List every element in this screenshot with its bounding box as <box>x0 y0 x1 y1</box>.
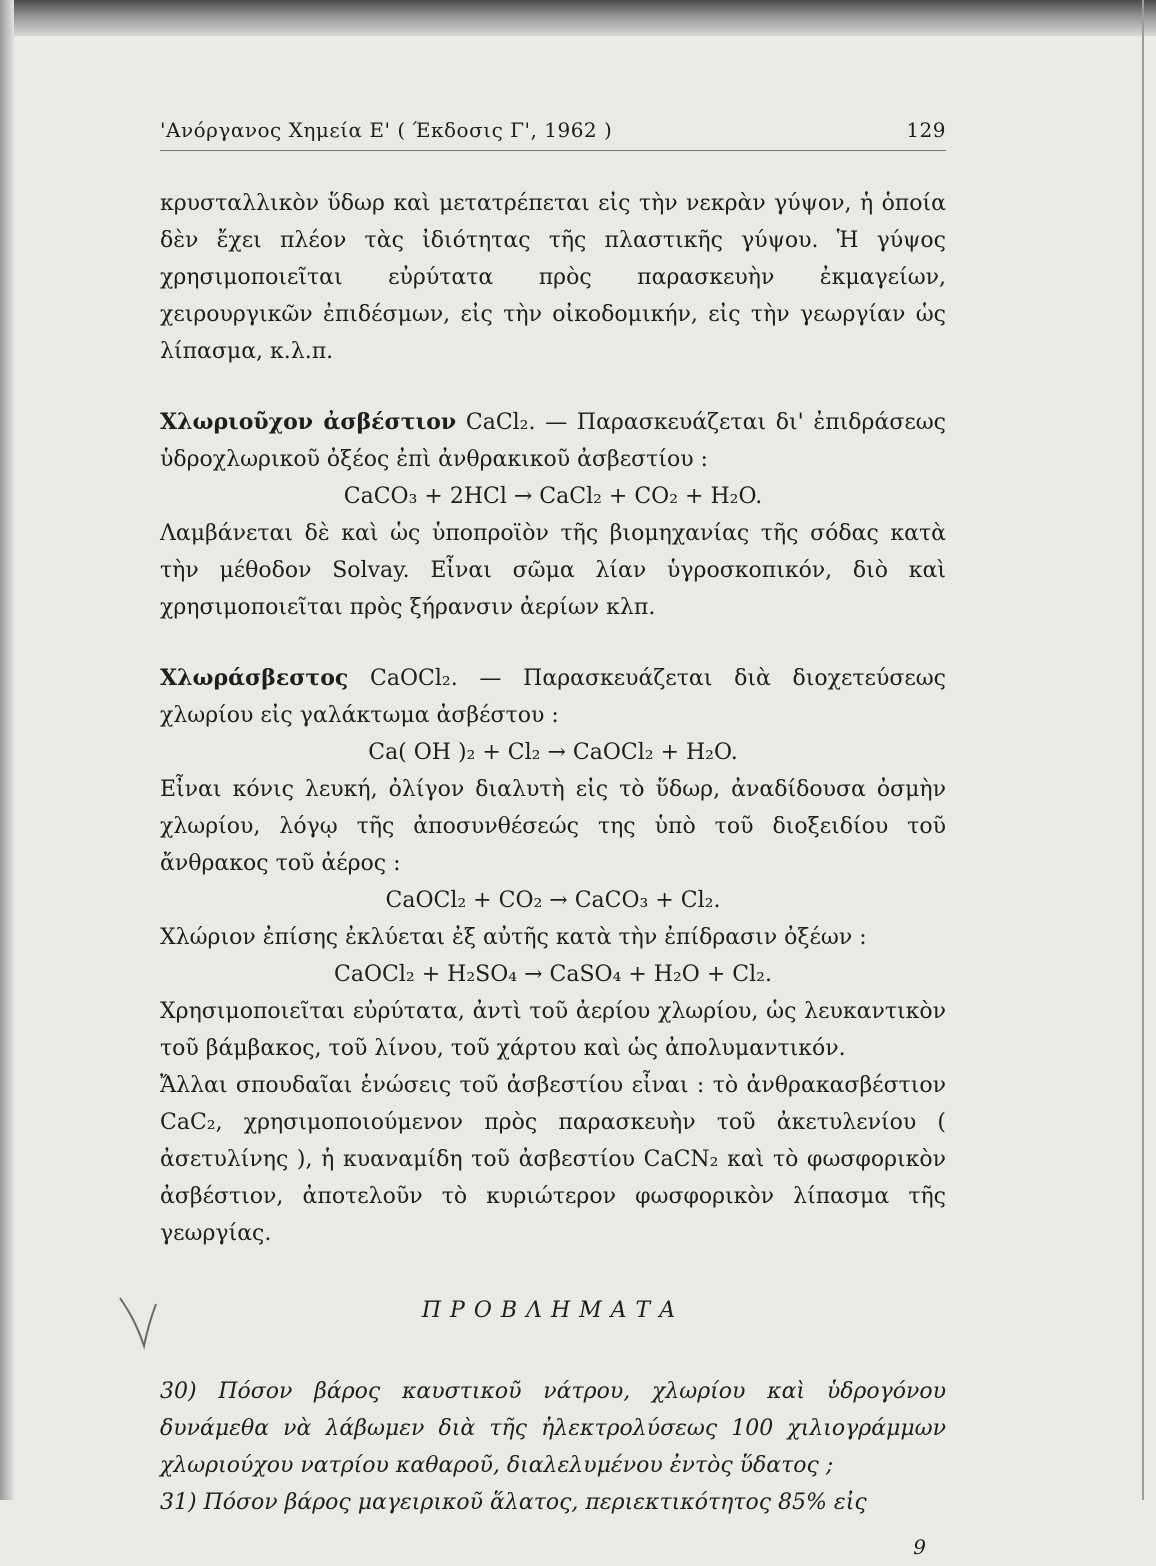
equation-2: Ca( OH )₂ + Cl₂ → CaOCl₂ + H₂O. <box>368 740 738 765</box>
document-page <box>160 118 946 1566</box>
scan-edge-left <box>0 0 14 1500</box>
paragraph-gypsum: κρυσταλλικὸν ὕδωρ καὶ μετατρέπεται εἰς τὴν νεκρὰν γύψον, ἡ ὁποία δὲν ἔχει πλέον τὰς ἰδιότητας τῆς πλαστικῆς γύψου. Ἡ γύψος χρησιμοποιεῖται εὐρύτατα πρὸς παρασκευὴν ἐκμαγείων, χειρουργικῶν ἐπιδέσμων, εἰς τὴν οἰκοδομικήν, εἰς τὴν γεωργίαν ὡς λίπασμα, κ.λ.π. <box>160 191 946 364</box>
paragraph-properties: Εἶναι κόνις λευκή, ὀλίγον διαλυτὴ εἰς τὸ ὕδωρ, ἀναδίδουσα ὀσμὴν χλωρίου, λόγῳ τῆς ἀποσυνθέσεώς της ὑπὸ τοῦ διοξειδίου τοῦ ἄνθρακος τοῦ ἀέρος : <box>160 777 946 876</box>
signature-mark: 9 <box>913 1535 926 1559</box>
problem-30: 30) Πόσον βάρος καυστικοῦ νάτρου, χλωρίου καὶ ὑδρογόνου δυνάμεθα νὰ λάβωμεν διὰ τῆς ἠλεκτρολύσεως 100 χιλιογράμμων χλωριούχου νατρίου καθαροῦ, διαλελυμένου ἐντὸς ὕδατος ; <box>160 1379 946 1478</box>
paragraph-solvay: Λαμβάνεται δὲ καὶ ὡς ὑποπροϊὸν τῆς βιομηχανίας τῆς σόδας κατὰ τὴν μέθοδον Solvay. Εἶναι σῶμα λίαν ὑγροσκοπικόν, διὸ καὶ χρησιμοποιεῖται πρὸς ξήρανσιν ἀερίων κλπ. <box>160 521 946 620</box>
problem-31: 31) Πόσον βάρος μαγειρικοῦ ἅλατος, περιεκτικότητος 85% εἰς <box>160 1490 867 1515</box>
pencil-check-mark-icon <box>118 1296 158 1350</box>
scan-edge-top <box>0 0 1156 36</box>
paragraph-calcium-chloride <box>160 404 946 478</box>
heading-calcium-chloride: Χλωριοῦχον ἀσβέστιον <box>160 409 457 435</box>
heading-chlorinated-lime: Χλωράσβεστος <box>160 665 349 691</box>
calcium-chloride-text: CaCl₂. — Παρασκευάζεται δι' ἐπιδράσεως ὑδροχλωρικοῦ ὀξέος ἐπὶ ἀνθρακικοῦ ἀσβεστίου : <box>160 410 946 472</box>
page-number: 129 <box>906 118 946 142</box>
equation-4: CaOCl₂ + H₂SO₄ → CaSO₄ + H₂O + Cl₂. <box>334 962 772 987</box>
paragraph-other-compounds: Ἄλλαι σπουδαῖαι ἑνώσεις τοῦ ἀσβεστίου εἶναι : τὸ ἀνθρακασβέστιον CaC₂, χρησιμοποιούμενον πρὸς παρασκευὴν τοῦ ἀκετυλενίου ( ἀσετυλίνης ), ἡ κυαναμίδη τοῦ ἀσβεστίου CaCN₂ καὶ τὸ φωσφορικὸν ἀσβέστιον, ἀποτελοῦν τὸ κυριώτερον φωσφορικὸν λίπασμα τῆς γεωργίας. <box>160 1073 946 1246</box>
scan-edge-right <box>1142 0 1144 1500</box>
page-body <box>160 185 946 1566</box>
problems-title: ΠΡΟΒΛΗΜΑΤΑ <box>421 1298 685 1323</box>
paragraph-chlorinated-lime <box>160 660 946 734</box>
chlorinated-lime-text: CaOCl₂. — Παρασκευάζεται διὰ διοχετεύσεως χλωρίου εἰς γαλάκτωμα ἀσβέστου : <box>160 666 946 728</box>
page-header <box>160 118 946 151</box>
equation-3: CaOCl₂ + CO₂ → CaCO₃ + Cl₂. <box>385 888 721 913</box>
paragraph-uses: Χρησιμοποιεῖται εὐρύτατα, ἀντὶ τοῦ ἀερίου χλωρίου, ὡς λευκαντικὸν τοῦ βάμβακος, τοῦ λίνου, τοῦ χάρτου καὶ ὡς ἀπολυμαντικόν. <box>160 999 946 1061</box>
equation-1: CaCO₃ + 2HCl → CaCl₂ + CO₂ + H₂O. <box>343 484 763 509</box>
running-title: 'Ανόργανος Χημεία Ε' ( Έκδοσις Γ', 1962 ) <box>160 118 613 142</box>
paragraph-acid: Χλώριον ἐπίσης ἐκλύεται ἐξ αὐτῆς κατὰ τὴν ἐπίδρασιν ὀξέων : <box>160 925 867 950</box>
